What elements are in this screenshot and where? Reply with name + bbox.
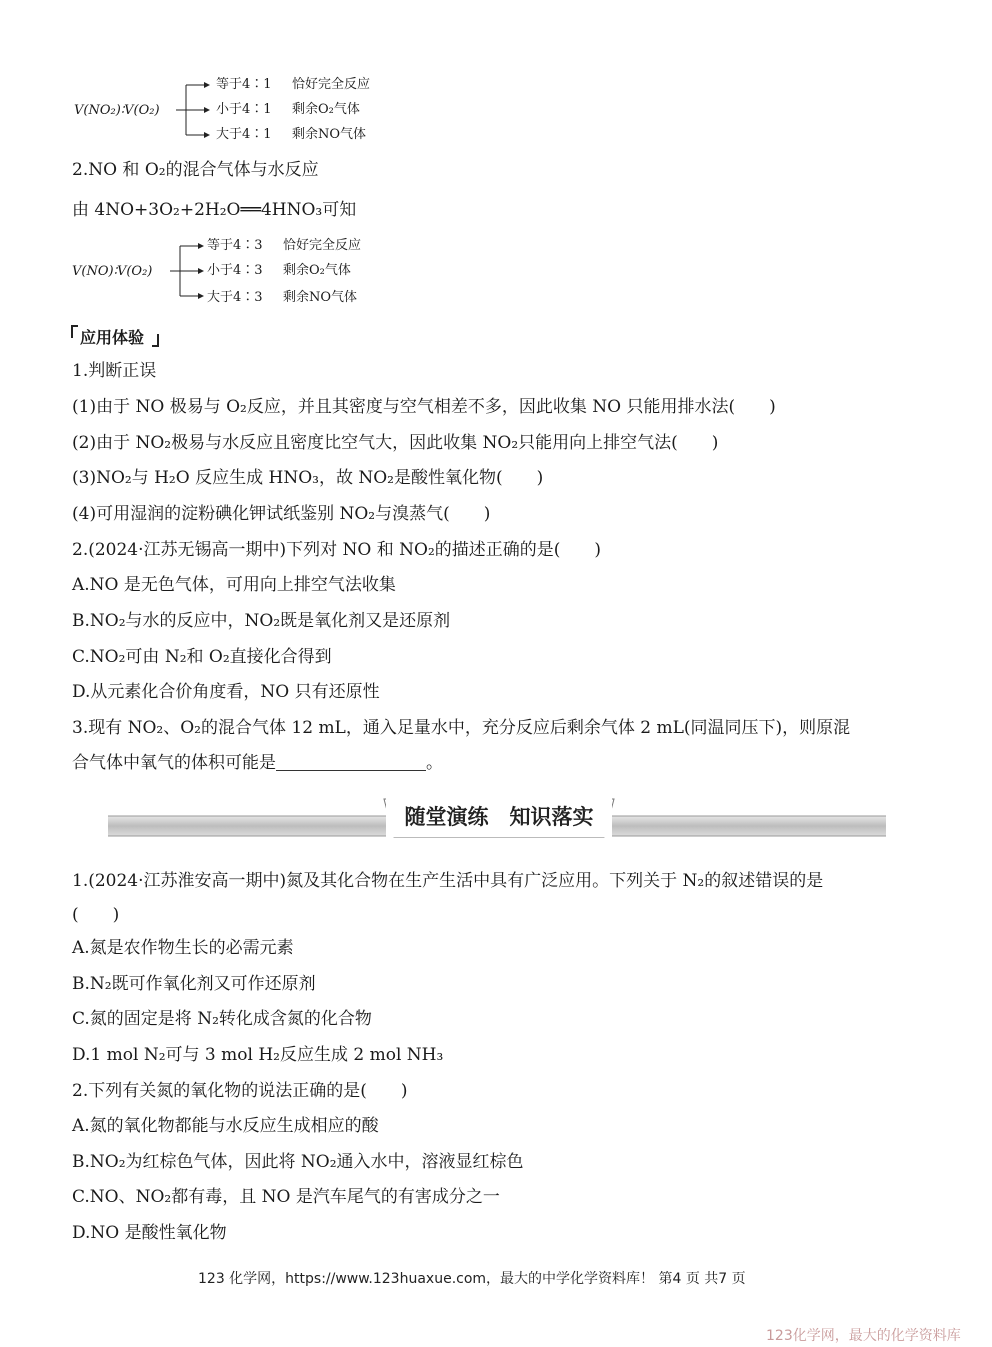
practice-line-7: A.NO 是无色气体，可用向上排空气法收集	[72, 575, 396, 595]
reaction-equation: 由 4NO+3O₂+2H₂O══4HNO₃可知	[72, 200, 357, 220]
practice-line-6: 2.(2024·江苏无锡高一期中)下列对 NO 和 NO₂的描述正确的是( )	[72, 540, 602, 560]
site-watermark: 123化学网，最大的化学资料库	[766, 1328, 961, 1344]
practice-line-2: (1)由于 NO 极易与 O₂反应，并且其密度与空气相差不多，因此收集 NO 只能用排水法( )	[72, 397, 776, 417]
section-title: 随堂演练 知识落实	[386, 797, 612, 837]
practice-line-1: 1.判断正误	[72, 361, 157, 381]
tree2-branch-3-ratio: 大于4∶3	[207, 290, 263, 305]
tree2-bracket	[164, 239, 204, 303]
practice-line-11: 3.现有 NO₂、O₂的混合气体 12 mL，通入足量水中，充分反应后剩余气体 2 mL(同温同压下)，则原混	[72, 718, 851, 738]
answer-blank[interactable]	[276, 754, 426, 771]
practice-line-12	[72, 752, 443, 774]
practice-line-3: (2)由于 NO₂极易与水反应且密度比空气大，因此收集 NO₂只能用向上排空气法( )	[72, 433, 719, 453]
exercise-line-8: A.氮的氧化物都能与水反应生成相应的酸	[72, 1116, 379, 1136]
tree1-bracket	[170, 78, 210, 142]
practice-line-10: D.从元素化合价角度看，NO 只有还原性	[72, 682, 380, 702]
tree2-label: V(NO)∶V(O₂)	[72, 264, 153, 279]
exercise-line-6: D.1 mol N₂可与 3 mol H₂反应生成 2 mol NH₃	[72, 1045, 444, 1065]
tree1-branch-3-result: 剩余NO气体	[292, 127, 367, 142]
exercise-line-4: B.N₂既可作氧化剂又可作还原剂	[72, 974, 316, 994]
tree1-branch-1-ratio: 等于4∶1	[216, 77, 272, 92]
tree1-branch-2-result: 剩余O₂气体	[292, 102, 360, 117]
exercise-line-7: 2.下列有关氮的氧化物的说法正确的是( )	[72, 1081, 408, 1101]
tree1-branch-1-result: 恰好完全反应	[292, 77, 371, 92]
practice-line-5: (4)可用湿润的淀粉碘化钾试纸鉴别 NO₂与溴蒸气( )	[72, 504, 491, 524]
exercise-line-1: 1.(2024·江苏淮安高一期中)氮及其化合物在生产生活中具有广泛应用。下列关于 N₂的叙述错误的是	[72, 871, 824, 891]
practice-line-8: B.NO₂与水的反应中，NO₂既是氧化剂又是还原剂	[72, 611, 451, 631]
practice-line-9: C.NO₂可由 N₂和 O₂直接化合得到	[72, 647, 332, 667]
exercise-line-11: D.NO 是酸性氧化物	[72, 1223, 227, 1243]
q3-end-mark: 。	[426, 753, 443, 773]
tree1-branch-2-ratio: 小于4∶1	[216, 102, 272, 117]
section2-title: 2.NO 和 O₂的混合气体与水反应	[72, 160, 319, 180]
tree2-branch-3-result: 剩余NO气体	[283, 290, 358, 305]
exercise-line-9: B.NO₂为红棕色气体，因此将 NO₂通入水中，溶液显红棕色	[72, 1152, 524, 1172]
exercise-line-5: C.氮的固定是将 N₂转化成含氮的化合物	[72, 1009, 372, 1029]
exercise-line-2: ( )	[72, 905, 120, 925]
exercise-line-10: C.NO、NO₂都有毒，且 NO 是汽车尾气的有害成分之一	[72, 1187, 500, 1207]
practice-heading: 应用体验	[80, 328, 145, 347]
tree2-branch-1-result: 恰好完全反应	[283, 238, 362, 253]
page-footer: 123 化学网，https://www.123huaxue.com，最大的中学化学资料库！ 第4 页 共7 页	[198, 1271, 746, 1287]
tree2-branch-1-ratio: 等于4∶3	[207, 238, 263, 253]
practice-line-4: (3)NO₂与 H₂O 反应生成 HNO₃，故 NO₂是酸性氧化物( )	[72, 468, 544, 488]
tree2-branch-2-result: 剩余O₂气体	[283, 263, 351, 278]
tree2-branch-2-ratio: 小于4∶3	[207, 263, 263, 278]
tree1-branch-3-ratio: 大于4∶1	[216, 127, 272, 142]
exercise-line-3: A.氮是农作物生长的必需元素	[72, 938, 294, 958]
tree1-label: V(NO₂)∶V(O₂)	[74, 103, 160, 118]
q3-continuation: 合气体中氧气的体积可能是	[72, 753, 276, 773]
